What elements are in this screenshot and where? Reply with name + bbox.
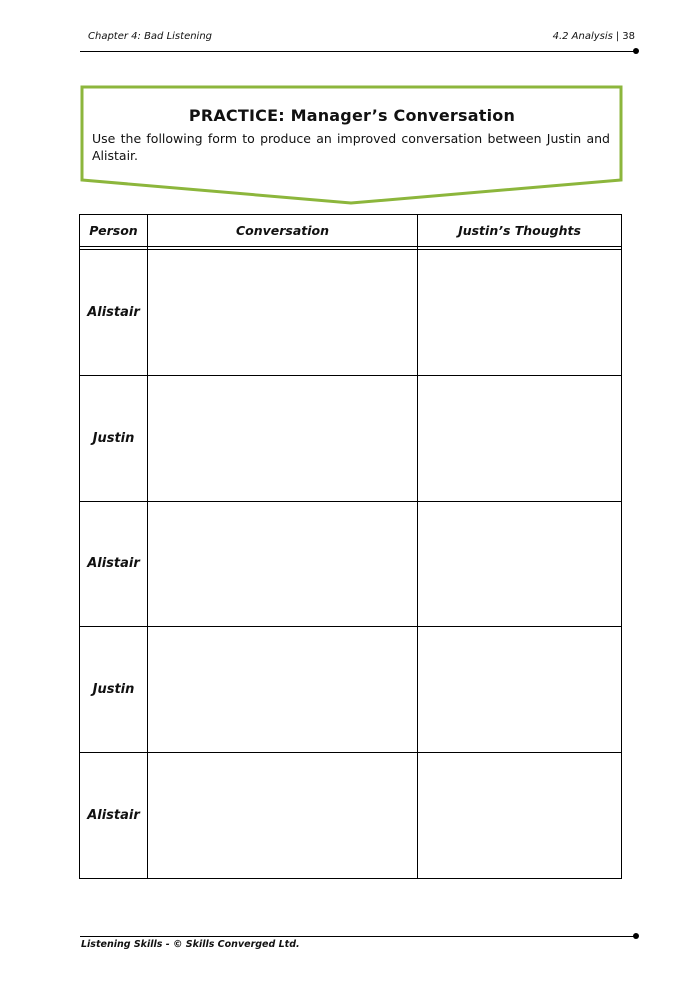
thoughts-cell[interactable] [418,250,622,376]
person-cell: Alistair [80,501,148,627]
table-row [80,375,622,501]
thoughts-cell[interactable] [418,375,622,501]
footer-copyright: Listening Skills - © Skills Converged Ltd. [81,939,300,950]
conversation-cell[interactable] [148,501,418,627]
table-row [80,627,622,753]
table-row [80,250,622,376]
person-cell: Justin [80,627,148,753]
column-header-conversation: Conversation [148,215,418,247]
header-separator: | [615,31,620,42]
person-cell: Justin [80,375,148,501]
person-cell: Alistair [80,250,148,376]
thoughts-cell[interactable] [418,627,622,753]
chapter-title: Chapter 4: Bad Listening [88,31,213,42]
page-number: 38 [622,31,635,42]
practice-instructions: Use the following form to produce an improved conversation between Justin and Alistair. [92,131,610,163]
thoughts-cell[interactable] [418,501,622,627]
table-row [80,753,622,879]
table-row [80,501,622,627]
person-cell: Alistair [80,753,148,879]
conversation-cell[interactable] [148,250,418,376]
practice-title: PRACTICE: Manager’s Conversation [188,106,516,125]
footer-rule [80,936,635,937]
table-header-row [80,215,622,247]
conversation-cell[interactable] [148,753,418,879]
conversation-cell[interactable] [148,627,418,753]
footer-rule-end-dot [633,933,639,939]
conversation-cell[interactable] [148,375,418,501]
conversation-form-table [79,214,622,879]
column-header-thoughts: Justin’s Thoughts [418,215,622,247]
thoughts-cell[interactable] [418,753,622,879]
section-title: 4.2 Analysis [552,31,613,42]
column-header-person: Person [80,215,148,247]
